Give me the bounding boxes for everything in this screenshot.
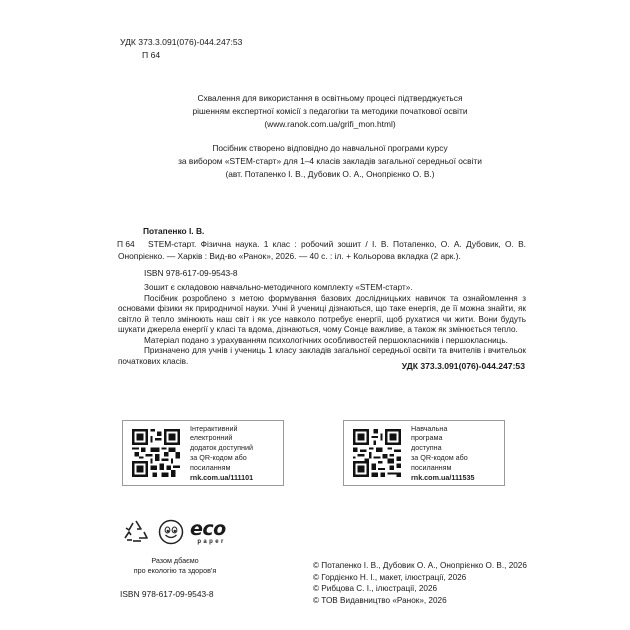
program-note-line: Посібник створено відповідно до навчальної програми курсу <box>212 143 448 153</box>
bib-description: STEM-старт. Фізична наука. 1 клас : робочий зошит / І. В. Потапенко, О. А. Дубовик, О. В. Онопрієнко. — Харків : Вид-во «Ранок», 2026. — 40 с. : іл. + Кольорова вкладка (2 арк.). <box>118 238 526 262</box>
isbn-bottom: ISBN 978-617-09-9543-8 <box>120 589 214 599</box>
qr-text-line: за QR-кодом або <box>190 453 247 462</box>
qr-link[interactable]: rnk.com.ua/111101 <box>190 472 254 482</box>
eco-caption <box>120 556 230 576</box>
eco-logo-word: eco <box>190 517 226 540</box>
qr-link[interactable]: rnk.com.ua/111535 <box>411 472 475 482</box>
copyright-line: © Рибцова С. І., ілюстрації, 2026 <box>313 584 438 594</box>
qr-text-line: доступна <box>411 443 442 453</box>
qr-text-line: електронний <box>190 433 233 443</box>
annotation-paragraph: Посібник розроблено з метою формування базових дослідницьких навичок та ознайомлення з основами фізики як природничої науки. Учні й учениці дізнаються, що таке енергія, де її можна знайти, як світло й тепло змінюють наш світ і як усе навколо потребує енергії, щоб рухатися чи жити. Вони будуть шукати джерела енергії у класі та вдома, дізнаються, чому Сонце важливе, а також як змінюється тепло. <box>118 293 526 335</box>
copyright-line: © ТОВ Видавництво «Ранок», 2026 <box>313 595 447 605</box>
approval-line: Схвалення для використання в освітньому процесі підтверджується <box>197 93 463 103</box>
copyright-block <box>313 560 527 606</box>
program-note-line: за вибором «STEM-старт» для 1–4 класів закладів загальної середньої освіти <box>178 156 482 166</box>
bibliographic-record <box>118 225 526 367</box>
program-note-line: (авт. Потапенко І. В., Дубовик О. А., Онопрієнко О. В.) <box>225 169 435 179</box>
annotation-paragraph: Призначено для учнів і учениць 1 класу закладів загальної середньої освіти та вчителів і вчительок початкових класів. <box>118 346 526 366</box>
qr-text-line: за QR-кодом або <box>411 453 468 462</box>
author-mark: П 64 <box>142 50 161 60</box>
annotation-paragraph: Матеріал подано з урахуванням психологічних особливостей першокласників і першокласниць. <box>144 335 508 345</box>
eco-caption-line: про екологію та здоров'я <box>133 566 217 575</box>
copyright-line: © Потапенко І. В., Дубовик О. А., Онопрієнко О. В., 2026 <box>313 561 527 570</box>
eco-paper-logo <box>190 517 226 545</box>
qr-text-line: Навчальна <box>411 423 448 433</box>
qr-text-line: посиланням <box>190 462 231 472</box>
bib-isbn: ISBN 978-617-09-9543-8 <box>144 267 238 278</box>
qr-text-line: посиланням <box>411 462 452 472</box>
approval-block <box>120 92 540 131</box>
qr-code-icon[interactable] <box>132 429 180 477</box>
udk-bottom: УДК 373.3.091(076)-044.247:53 <box>401 361 525 371</box>
copyright-line: © Гордієнко Н. І., макет, ілюстрації, 2026 <box>313 572 467 582</box>
kit-note: Зошит є складовою навчально-методичного комплекту «STEM-старт». <box>144 283 413 293</box>
qr-box-text <box>411 424 475 483</box>
udk-code: УДК 373.3.091(076)-044.247:53 <box>120 37 243 47</box>
udk-header <box>120 36 242 62</box>
author-heading: Потапенко І. В. <box>143 226 205 236</box>
program-note-block <box>120 142 540 181</box>
qr-text-line: Інтерактивний <box>190 423 238 433</box>
qr-text-line: додаток доступний <box>190 443 254 453</box>
qr-box-interactive-app[interactable] <box>122 420 284 486</box>
recycle-icon <box>122 518 150 546</box>
qr-text-line: програма <box>411 433 443 443</box>
smiley-icon <box>158 519 184 545</box>
qr-code-icon[interactable] <box>353 429 401 477</box>
approval-line: (www.ranok.com.ua/grifi_mon.html) <box>264 119 396 129</box>
eco-logos <box>122 518 226 546</box>
eco-logo-sub: paper <box>197 538 226 545</box>
qr-box-curriculum[interactable] <box>343 420 505 486</box>
bib-code: П 64 <box>117 238 135 249</box>
eco-caption-line: Разом дбаємо <box>151 556 199 565</box>
approval-line: рішенням експертної комісії з педагогіки та методики початкової освіти <box>192 106 468 116</box>
qr-box-text <box>190 424 253 483</box>
